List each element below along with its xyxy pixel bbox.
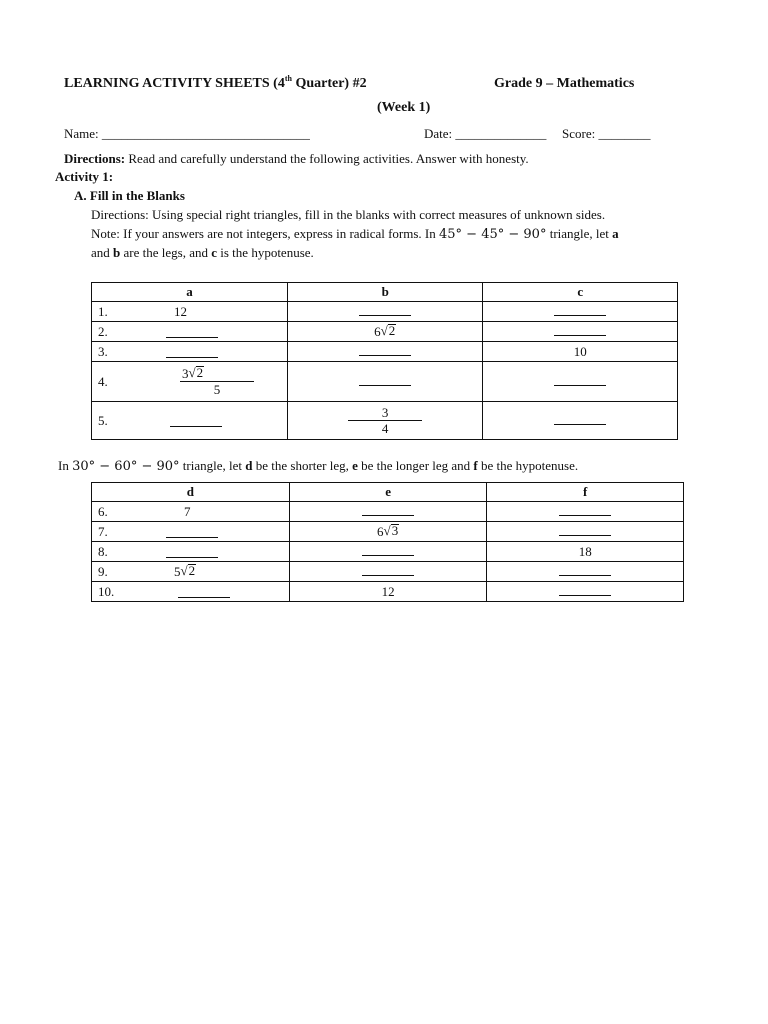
cell-9e[interactable]	[289, 562, 487, 582]
answer-blank[interactable]	[554, 303, 606, 316]
cell-7d[interactable]	[92, 522, 290, 542]
cell-3a[interactable]	[92, 342, 288, 362]
row-number: 6.	[98, 503, 108, 519]
answer-blank[interactable]	[359, 303, 411, 316]
row-number: 7.	[98, 523, 108, 539]
cell-10e	[289, 582, 487, 602]
row-number: 4.	[98, 373, 108, 389]
coefficient: 6	[374, 323, 381, 339]
note2-text-5: be the hypotenuse.	[477, 458, 579, 473]
answer-blank[interactable]	[554, 412, 606, 425]
answer-blank[interactable]	[359, 373, 411, 386]
title-superscript: th	[284, 74, 292, 83]
answer-blank[interactable]	[166, 525, 218, 538]
section-title: A. Fill in the Blanks	[74, 188, 185, 203]
answer-blank[interactable]	[362, 563, 414, 576]
note-line	[91, 226, 619, 242]
row-number: 8.	[98, 543, 108, 559]
legs-text-2: are the legs, and	[120, 245, 212, 260]
directions	[64, 151, 529, 167]
note2-text-3: be the shorter leg,	[252, 458, 353, 473]
header-b: b	[287, 283, 483, 302]
sqrt-symbol: √	[188, 365, 196, 380]
table-header-row	[92, 283, 678, 302]
var-c: c	[211, 245, 218, 260]
cell-8e[interactable]	[289, 542, 487, 562]
note2-angles: 30° − 60° − 90°	[72, 459, 180, 474]
answer-blank[interactable]	[362, 503, 414, 516]
sqrt-symbol: √	[383, 522, 391, 538]
legs-line	[91, 245, 314, 261]
sqrt-symbol: √	[380, 322, 388, 338]
note2-text-4: be the longer leg and	[357, 458, 474, 473]
cell-9d	[92, 562, 290, 582]
cell-10d[interactable]	[92, 582, 290, 602]
cell-5c[interactable]	[483, 402, 678, 440]
answer-blank[interactable]	[178, 585, 230, 598]
fraction-value	[348, 405, 422, 436]
row-number: 5.	[98, 412, 108, 428]
cell-6e[interactable]	[289, 502, 487, 522]
cell-8f	[487, 542, 684, 562]
name-field[interactable]: Name: ________________________________	[64, 126, 310, 141]
table-row	[92, 342, 678, 362]
answer-blank[interactable]	[554, 373, 606, 386]
radical-value	[174, 564, 196, 580]
note2-text: In	[58, 458, 73, 473]
title-rest: Quarter) #2	[291, 76, 367, 91]
directions-text: Read and carefully understand the following activities. Answer with honesty.	[125, 151, 529, 166]
value-a1: 12	[174, 303, 187, 319]
cell-5b	[287, 402, 483, 440]
sheet-title	[64, 76, 367, 92]
note-angles: 45° − 45° − 90°	[439, 227, 547, 242]
answer-blank[interactable]	[559, 583, 611, 596]
radicand: 2	[188, 562, 196, 578]
sqrt-symbol: √	[180, 562, 188, 578]
table-row	[92, 302, 678, 322]
answer-blank[interactable]	[359, 343, 411, 356]
header-f: f	[487, 483, 684, 502]
table-header-row	[92, 483, 684, 502]
note-text: Note: If your answers are not integers, express in radical forms. In	[91, 226, 439, 241]
header-c: c	[483, 283, 678, 302]
answer-blank[interactable]	[170, 414, 222, 427]
value-f8: 18	[578, 543, 592, 559]
fraction-value	[180, 366, 254, 397]
answer-blank[interactable]	[559, 503, 611, 516]
radical-value	[374, 324, 396, 340]
cell-4c[interactable]	[483, 362, 678, 402]
header-d: d	[92, 483, 290, 502]
table-30-60-90	[91, 482, 684, 602]
table-45-45-90	[91, 282, 678, 440]
numerator: 3	[348, 405, 422, 421]
radicand: 2	[196, 365, 204, 380]
cell-4b[interactable]	[287, 362, 483, 402]
table-row	[92, 582, 684, 602]
row-number: 3.	[98, 343, 108, 359]
table-row	[92, 362, 678, 402]
cell-9f[interactable]	[487, 562, 684, 582]
legs-text-3: is the hypotenuse.	[217, 245, 314, 260]
cell-10f[interactable]	[487, 582, 684, 602]
score-field[interactable]: Score: ________	[562, 126, 651, 141]
cell-7e	[289, 522, 487, 542]
header-a: a	[92, 283, 288, 302]
cell-2b	[287, 322, 483, 342]
cell-1a	[92, 302, 288, 322]
table-row	[92, 402, 678, 440]
table-row	[92, 522, 684, 542]
triangle-30-60-90-note	[58, 458, 578, 474]
var-e: e	[352, 458, 358, 473]
var-d: d	[245, 458, 253, 473]
note2-text-2: triangle, let	[179, 458, 246, 473]
cell-2a[interactable]	[92, 322, 288, 342]
answer-blank[interactable]	[559, 563, 611, 576]
value-d6: 7	[184, 503, 191, 519]
table-row	[92, 322, 678, 342]
numerator	[180, 366, 254, 382]
legs-text: and	[91, 245, 114, 260]
cell-5a[interactable]	[92, 402, 288, 440]
answer-blank[interactable]	[559, 523, 611, 536]
var-a: a	[612, 226, 619, 241]
cell-1b[interactable]	[287, 302, 483, 322]
var-f: f	[473, 458, 478, 473]
denominator: 4	[381, 421, 389, 436]
var-b: b	[113, 245, 121, 260]
table-row	[92, 542, 684, 562]
radical-value	[377, 524, 399, 540]
table-row	[92, 502, 684, 522]
coefficient: 5	[174, 563, 181, 579]
row-number: 9.	[98, 563, 108, 579]
header-e: e	[289, 483, 487, 502]
cell-3c	[483, 342, 678, 362]
date-field[interactable]: Date: ______________	[424, 126, 547, 141]
answer-blank[interactable]	[166, 545, 218, 558]
coefficient: 3	[182, 366, 189, 381]
cell-8d[interactable]	[92, 542, 290, 562]
answer-blank[interactable]	[166, 345, 218, 358]
table-row	[92, 562, 684, 582]
cell-6f[interactable]	[487, 502, 684, 522]
directions-line-1: Directions: Using special right triangles, fill in the blanks with correct measures of unknown sides.	[91, 207, 606, 222]
radicand: 2	[388, 322, 396, 338]
answer-blank[interactable]	[554, 323, 606, 336]
cell-2c[interactable]	[483, 322, 678, 342]
answer-blank[interactable]	[166, 325, 218, 338]
activity-title: Activity 1:	[55, 169, 114, 184]
cell-1c[interactable]	[483, 302, 678, 322]
cell-6d	[92, 502, 290, 522]
cell-7f[interactable]	[487, 522, 684, 542]
title-main: LEARNING ACTIVITY SHEETS (4	[64, 76, 285, 91]
note-text-2: triangle, let	[546, 226, 613, 241]
coefficient: 6	[377, 523, 384, 539]
grade-label: Grade 9 – Mathematics	[494, 76, 635, 91]
cell-4a	[92, 362, 288, 402]
denominator: 5	[213, 382, 221, 397]
cell-3b[interactable]	[287, 342, 483, 362]
answer-blank[interactable]	[362, 543, 414, 556]
row-number: 2.	[98, 323, 108, 339]
value-e10: 12	[381, 583, 395, 599]
directions-label: Directions:	[64, 151, 126, 166]
row-number: 1.	[98, 303, 108, 319]
row-number: 10.	[98, 583, 115, 599]
radicand: 3	[391, 522, 399, 538]
value-c3: 10	[573, 343, 587, 359]
week-label: (Week 1)	[377, 100, 431, 115]
